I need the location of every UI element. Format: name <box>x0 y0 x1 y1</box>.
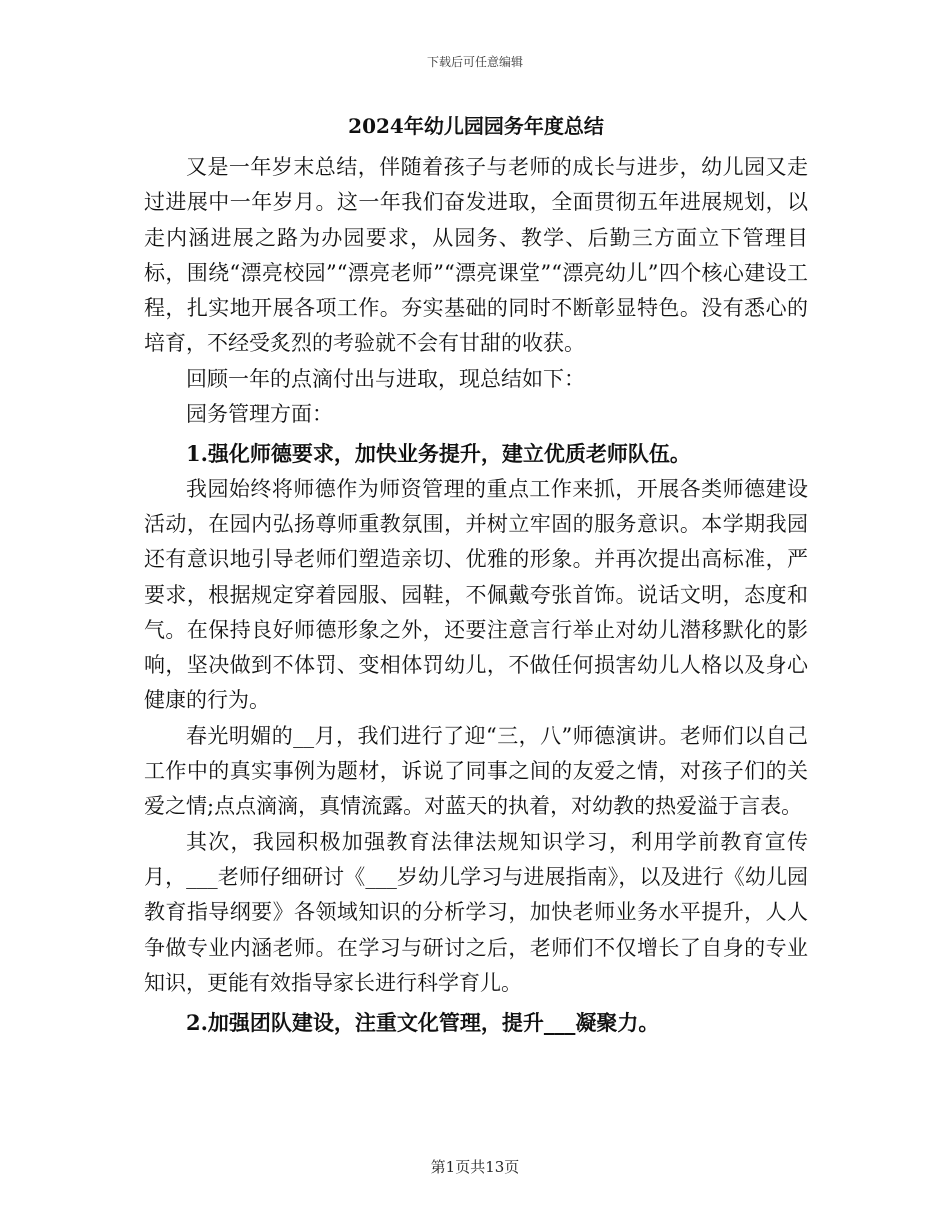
law-study-paragraph: 其次，我园积极加强教育法律法规知识学习，利用学前教育宣传月，___老师仔细研讨《___岁幼儿学习与进展指南》，以及进行《幼儿园教育指导纲要》各领域知识的分析学习，加快老师业务水平提升，人人争做专业内涵老师。在学习与研讨之后，老师们不仅增长了自身的专业知识，更能有效指导家长进行科学育儿。 <box>144 829 808 995</box>
section-label: 园务管理方面： <box>186 402 333 427</box>
intro-paragraph: 又是一年岁末总结，伴随着孩子与老师的成长与进步，幼儿园又走过进展中一年岁月。这一年我们奋发进取，全面贯彻五年进展规划，以走内涵进展之路为办园要求，从园务、教学、后勤三方面立下管理目标，围绕“漂亮校园”“漂亮老师”“漂亮课堂”“漂亮幼儿”四个核心建设工程，扎实地开展各项工作。夯实基础的同时不断彰显特色。没有悉心的培育，不经受炙烈的考验就不会有甘甜的收获。 <box>144 155 808 356</box>
summary-lead-paragraph: 回顾一年的点滴付出与进取，现总结如下： <box>186 366 585 391</box>
document-title: 2024年幼儿园园务年度总结 <box>348 114 604 138</box>
document-body <box>144 106 808 1040</box>
page-footer: 第1页共13页 <box>430 1158 520 1176</box>
section-heading-1: 1.强化师德要求，加快业务提升，建立优质老师队伍。 <box>186 441 691 467</box>
page-header: 下载后可任意编辑 <box>426 55 523 69</box>
section-heading-2: 2.加强团队建设，注重文化管理，提升___凝聚力。 <box>186 1010 660 1036</box>
teacher-ethics-paragraph: 我园始终将师德作为师资管理的重点工作来抓，开展各类师德建设活动，在园内弘扬尊师重教氛围，并树立牢固的服务意识。本学期我园还有意识地引导老师们塑造亲切、优雅的形象。并再次提出高标准，严要求，根据规定穿着园服、园鞋，不佩戴夸张首饰。说话文明，态度和气。在保持良好师德形象之外，还要注意言行举止对幼儿潜移默化的影响，坚决做到不体罚、变相体罚幼儿，不做任何损害幼儿人格以及身心健康的行为。 <box>144 476 808 713</box>
speech-event-paragraph: 春光明媚的__月，我们进行了迎“三，八”师德演讲。老师们以自己工作中的真实事例为题材，诉说了同事之间的友爱之情，对孩子们的关爱之情;点点滴滴，真情流露。对蓝天的执着，对幼教的热爱溢于言表。 <box>144 723 808 819</box>
